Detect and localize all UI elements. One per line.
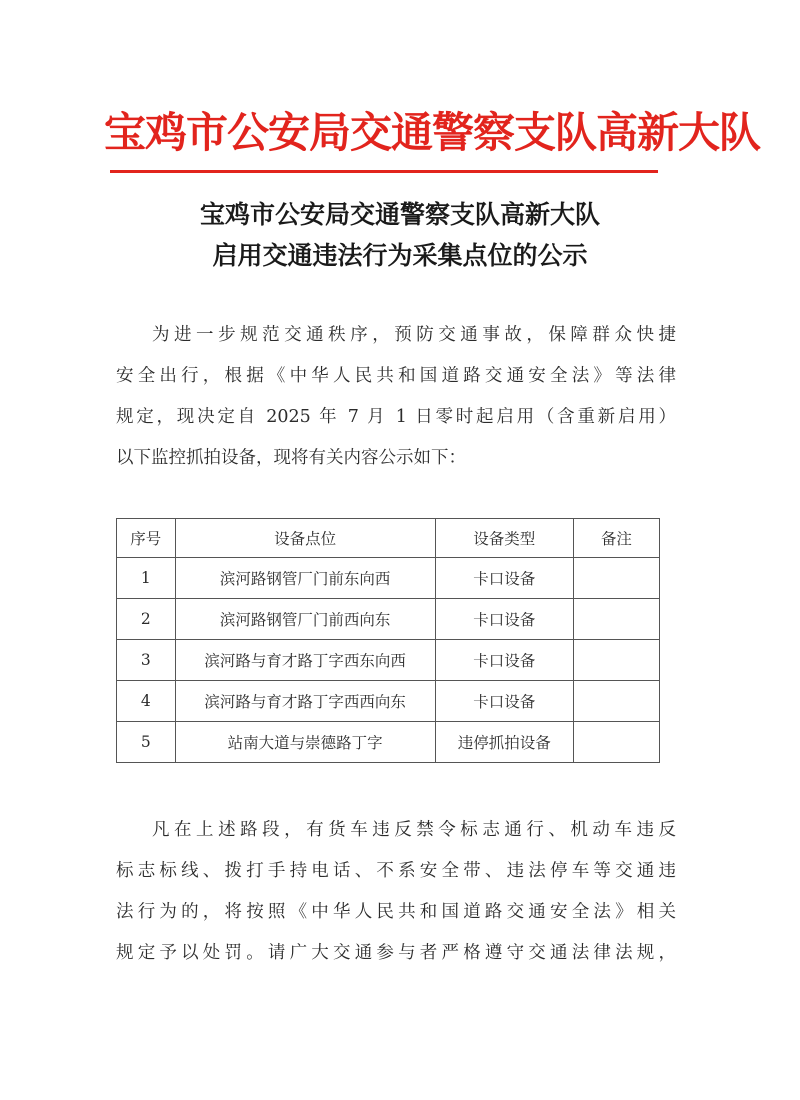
cell-device-location: 滨河路钢管厂门前西向东 [175,599,435,640]
cell-remarks [573,722,659,763]
intro-line-2: 安全出行，根据《中华人民共和国道路交通安全法》等法律 [116,366,676,386]
notice-title-line-2: 启用交通违法行为采集点位的公示 [212,241,588,270]
table-row [117,722,660,763]
cell-remarks [573,599,659,640]
cell-device-location: 站南大道与崇德路丁字 [175,722,435,763]
table-header-row [117,519,660,558]
notice-title-line-1: 宝鸡市公安局交通警察支队高新大队 [199,200,600,229]
intro-line-1: 为进一步规范交通秩序，预防交通事故，保障群众快捷 [152,325,676,345]
intro-paragraph [116,315,676,479]
cell-device-location: 滨河路钢管厂门前东向西 [175,558,435,599]
cell-device-type: 违停抓拍设备 [435,722,573,763]
cell-serial-number: 5 [117,722,176,763]
intro-line-4: 以下监控抓拍设备，现将有关内容公示如下： [116,448,466,468]
table-row [117,599,660,640]
cell-serial-number: 2 [117,599,176,640]
cell-device-type: 卡口设备 [435,640,573,681]
header-serial-number: 序号 [117,519,176,558]
cell-serial-number: 4 [117,681,176,722]
header-device-location: 设备点位 [175,519,435,558]
letterhead-red-rule [110,170,658,173]
cell-serial-number: 3 [117,640,176,681]
closing-line-4: 规定予以处罚。请广大交通参与者严格遵守交通法律法规， [116,943,676,963]
closing-paragraph [116,810,676,974]
cell-serial-number: 1 [117,558,176,599]
cell-remarks [573,558,659,599]
cell-remarks [573,640,659,681]
cell-device-location: 滨河路与育才路丁字西东向西 [175,640,435,681]
header-device-type: 设备类型 [435,519,573,558]
intro-line-3: 规定，现决定自 2025 年 7 月 1 日零时起启用（含重新启用） [116,407,676,427]
cell-device-type: 卡口设备 [435,599,573,640]
closing-line-1: 凡在上述路段，有货车违反禁令标志通行、机动车违反 [152,820,676,840]
table-row [117,558,660,599]
letterhead-title: 宝鸡市公安局交通警察支队高新大队 [104,108,761,157]
header-remarks: 备注 [573,519,659,558]
closing-line-3: 法行为的，将按照《中华人民共和国道路交通安全法》相关 [116,902,676,922]
table-row [117,681,660,722]
cell-remarks [573,681,659,722]
closing-line-2: 标志标线、拨打手持电话、不系安全带、违法停车等交通违 [116,861,676,881]
cell-device-type: 卡口设备 [435,558,573,599]
cell-device-location: 滨河路与育才路丁字西西向东 [175,681,435,722]
device-table [116,518,660,763]
table-row [117,640,660,681]
cell-device-type: 卡口设备 [435,681,573,722]
